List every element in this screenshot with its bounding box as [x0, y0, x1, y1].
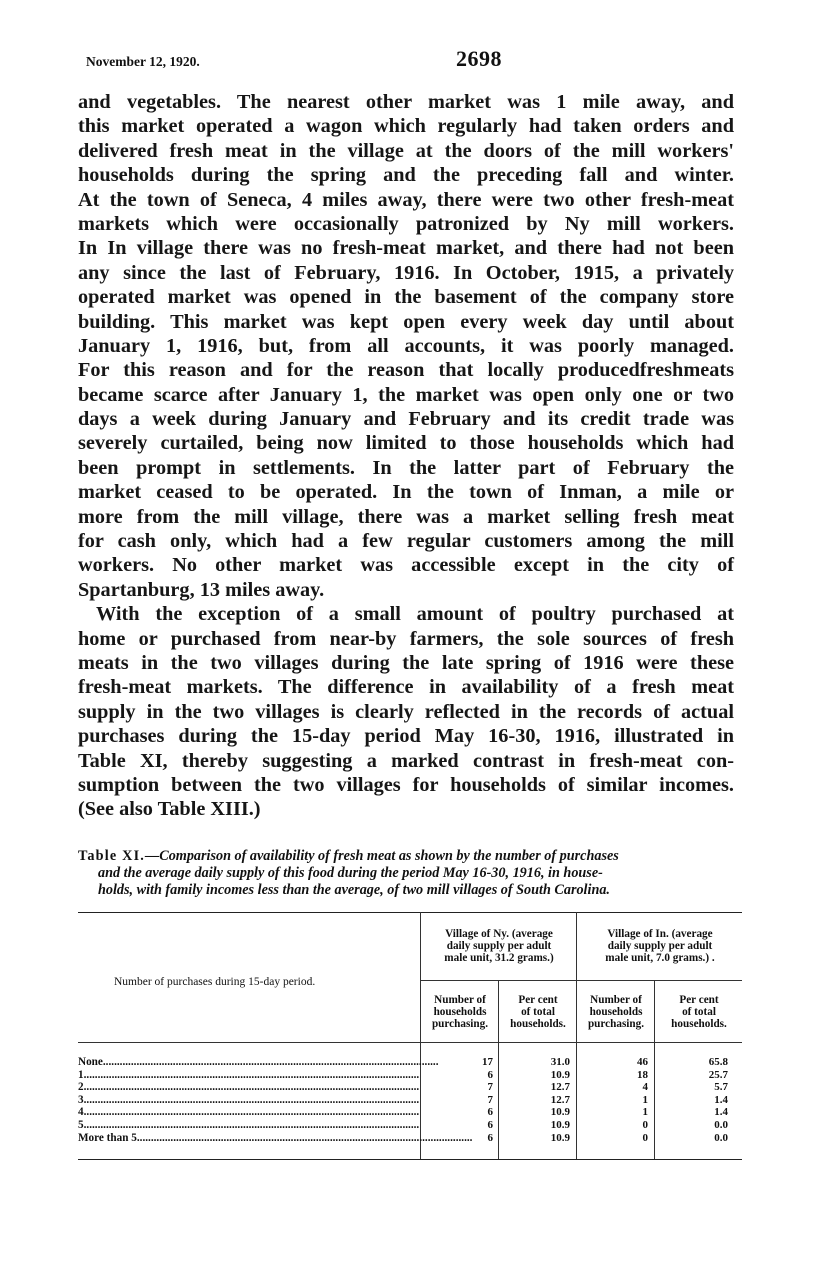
table-cell: 0.0 — [714, 1119, 728, 1131]
text-line: any since the last of February, 1916. In October, 1915, a privately — [78, 261, 734, 284]
column-header: Per cent of total households. — [671, 994, 727, 1030]
table-caption — [78, 848, 734, 899]
table-cell: 7 — [487, 1081, 493, 1094]
text-line: workers. No other market was accessible except in the city of — [78, 554, 734, 577]
data-table — [78, 912, 742, 1162]
text-line: building. This market was kept open every week day until about — [78, 310, 734, 333]
table-cell: 10.9 — [550, 1119, 570, 1131]
text-line: (See also Table XIII.) — [78, 798, 261, 821]
text-line: for cash only, which had a few regular customers among the mill — [78, 530, 734, 553]
table-cell: 6 — [487, 1106, 493, 1119]
text-line: this market operated a wagon which regularly had taken orders and — [78, 115, 734, 138]
text-line: became scarce after January 1, the market was open only one or two — [78, 383, 734, 406]
table-caption-line: and the average daily supply of this food during the period May 16-30, 1916, in house- — [98, 865, 603, 881]
table-bottom-rule — [78, 1159, 742, 1160]
table-caption-line: holds, with family incomes less than the average, of two mill villages of South Carolina. — [98, 882, 610, 898]
table-cell: 46 — [637, 1056, 648, 1068]
group-header-in: Village of In. (average daily supply per adult male unit, 7.0 grams.) . — [605, 928, 715, 964]
table-cell: 31.0 — [550, 1056, 570, 1068]
table-cell: 6 — [487, 1068, 493, 1081]
table-cell: 7 — [487, 1093, 493, 1106]
table-cell: 6 — [487, 1131, 493, 1144]
row-label: None........................................................................................................................ — [78, 1056, 439, 1068]
table-cell: 12.7 — [550, 1081, 570, 1094]
text-line: markets which were occasionally patronized by Ny mill workers. — [78, 212, 734, 235]
text-line: days a week during January and February and its credit trade was — [78, 408, 734, 431]
stub-header: Number of purchases during 15-day period. — [114, 976, 316, 988]
row-label: 2........................................................................................................................ — [78, 1081, 420, 1094]
text-line: At the town of Seneca, 4 miles away, there were two other fresh-meat — [78, 188, 734, 211]
table-cell: 0 — [642, 1119, 648, 1131]
table-cell: 1 — [642, 1093, 648, 1106]
table-cell: 17 — [482, 1056, 493, 1068]
text-line: households during the spring and the preceding fall and winter. — [78, 164, 734, 187]
table-cell: 10.9 — [550, 1068, 570, 1081]
row-label: 3........................................................................................................................ — [78, 1093, 420, 1106]
text-line: severely curtailed, being now limited to those households which had — [78, 432, 734, 455]
text-line: more from the mill village, there was a market selling fresh meat — [78, 505, 734, 528]
table-cell: 1.4 — [714, 1106, 728, 1119]
text-line: For this reason and for the reason that locally producedfreshmeats — [78, 359, 734, 382]
body-text — [78, 90, 734, 822]
group-header-rule — [420, 980, 742, 981]
text-line: sumption between the two villages for households of similar incomes. — [78, 773, 734, 796]
table-caption-line: —Comparison of availability of fresh meat as shown by the number of purchases — [145, 848, 619, 864]
table-cell: 4 — [642, 1081, 648, 1094]
column-divider — [576, 912, 577, 1159]
text-line: home or purchased from near-by farmers, the sole sources of fresh — [78, 627, 734, 650]
text-line: Spartanburg, 13 miles away. — [78, 578, 325, 601]
column-header: Number of households purchasing. — [431, 994, 489, 1030]
text-line: market ceased to be operated. In the town of Inman, a mile or — [78, 481, 734, 504]
table-top-rule — [78, 912, 742, 913]
table-cell: 0 — [642, 1131, 648, 1144]
table-cell: 25.7 — [708, 1068, 728, 1081]
table-cell: 1.4 — [714, 1093, 728, 1106]
table-cell: 6 — [487, 1119, 493, 1131]
column-header: Per cent of total households. — [510, 994, 566, 1030]
table-caption-label: Table XI. — [78, 848, 146, 864]
column-divider — [420, 912, 421, 1159]
text-line: fresh-meat markets. The difference in availability of a fresh meat — [78, 676, 734, 699]
table-cell: 0.0 — [714, 1131, 728, 1144]
text-line: purchases during the 15-day period May 16-30, 1916, illustrated in — [78, 725, 734, 748]
row-label: 1........................................................................................................................ — [78, 1068, 420, 1081]
text-line: Table XI, thereby suggesting a marked contrast in fresh-meat con- — [78, 749, 734, 772]
text-line: operated market was opened in the basement of the company store — [78, 286, 734, 309]
text-line: and vegetables. The nearest other market was 1 mile away, and — [78, 91, 734, 113]
text-line: January 1, 1916, but, from all accounts, it was poorly managed. — [78, 334, 734, 357]
table-cell: 18 — [637, 1068, 648, 1081]
row-label: 5........................................................................................................................ — [78, 1119, 420, 1131]
column-header: Number of households purchasing. — [587, 994, 645, 1030]
text-line: been prompt in settlements. In the latter part of February the — [78, 456, 734, 479]
text-line: meats in the two villages during the late spring of 1916 were these — [78, 651, 734, 674]
table-cell: 12.7 — [550, 1093, 570, 1106]
text-line: In In village there was no fresh-meat market, and there had not been — [78, 237, 734, 260]
text-line: supply in the two villages is clearly reflected in the records of actual — [78, 700, 734, 723]
column-divider — [654, 980, 655, 1159]
row-label: More than 5........................................................................................................................ — [78, 1131, 473, 1144]
text-line: With the exception of a small amount of poultry purchased at — [96, 603, 734, 626]
header-rule — [78, 1042, 742, 1043]
row-label: 4........................................................................................................................ — [78, 1106, 420, 1119]
group-header-ny: Village of Ny. (average daily supply per adult male unit, 31.2 grams.) — [444, 928, 554, 964]
table-cell: 10.9 — [550, 1131, 570, 1144]
text-line: delivered fresh meat in the village at the doors of the mill workers' — [78, 139, 734, 162]
table-cell: 5.7 — [714, 1081, 728, 1094]
page-number: 2698 — [456, 46, 502, 71]
table-cell: 65.8 — [708, 1056, 728, 1068]
table-cell: 1 — [642, 1106, 648, 1119]
table-cell: 10.9 — [550, 1106, 570, 1119]
column-divider — [498, 980, 499, 1159]
page-header — [86, 46, 736, 80]
issue-date: November 12, 1920. — [86, 54, 200, 69]
